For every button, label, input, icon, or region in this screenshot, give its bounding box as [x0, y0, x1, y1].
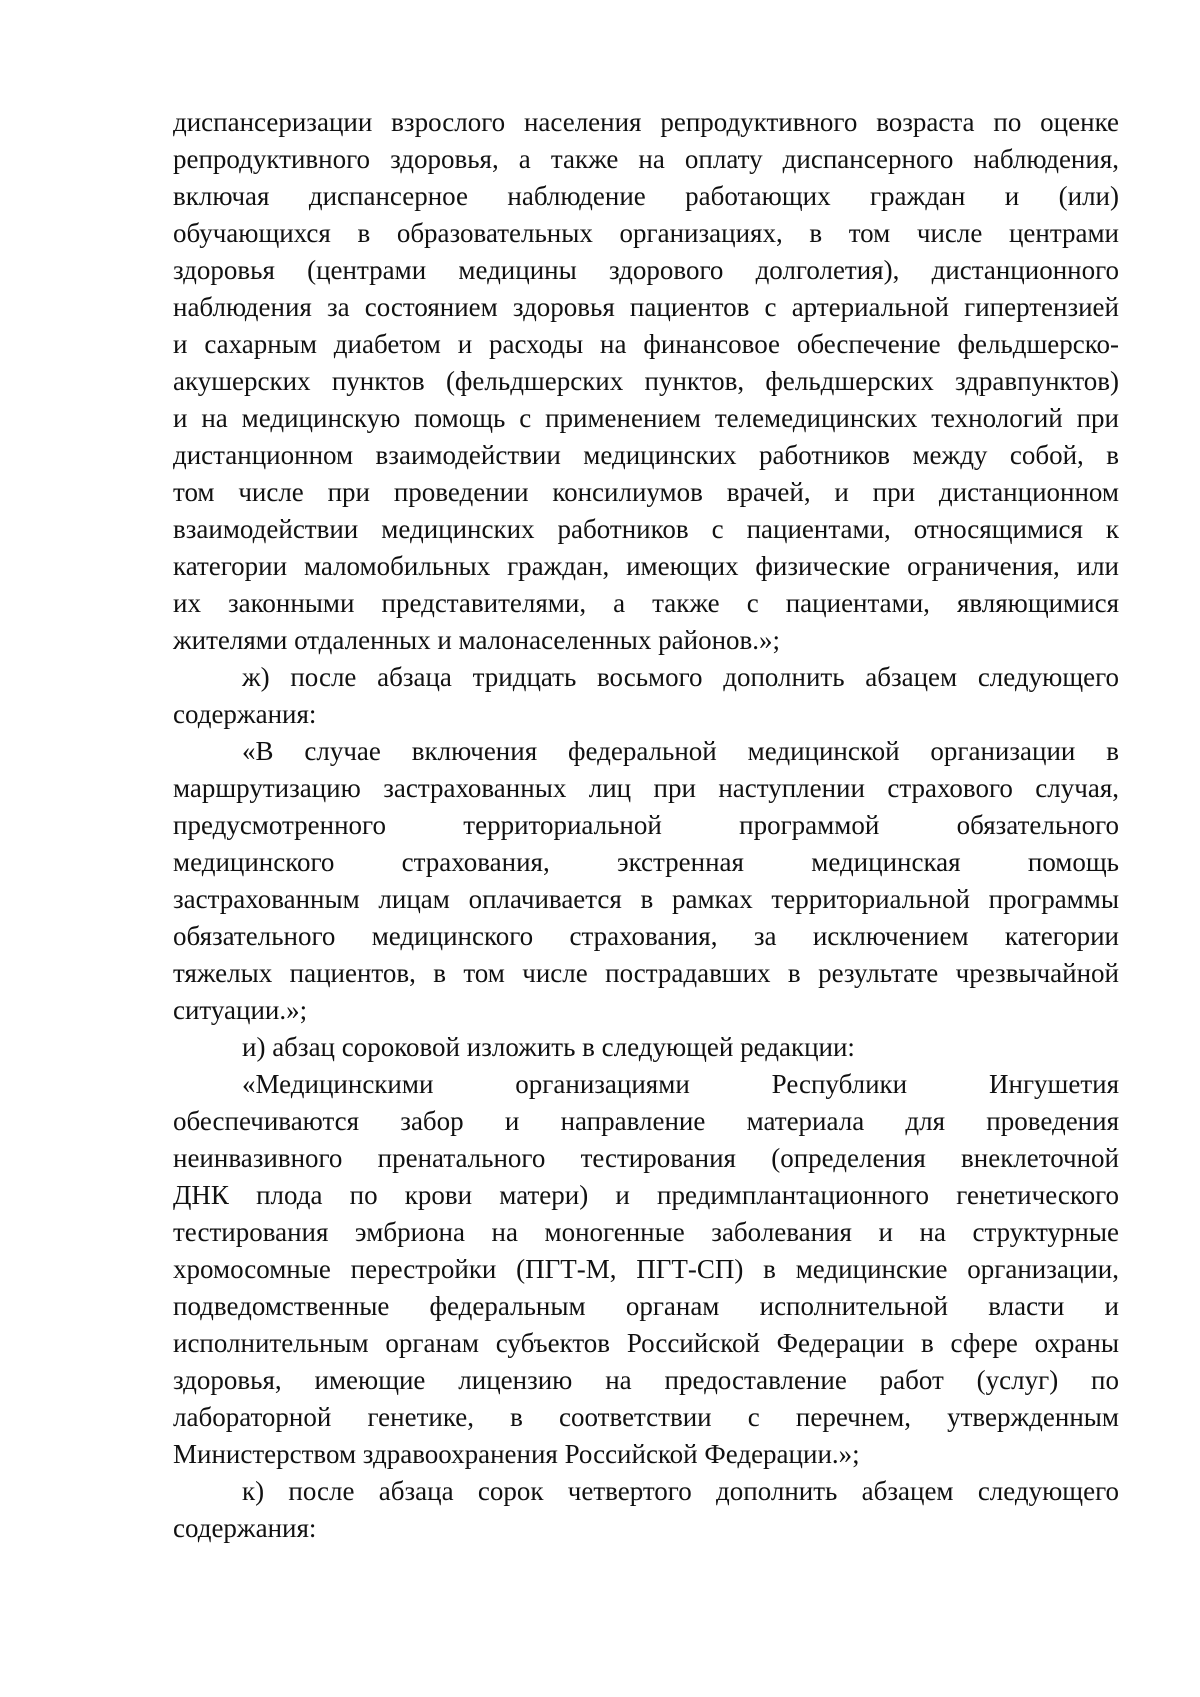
text-line: обязательного медицинского страхования, за исключением категории: [173, 921, 1119, 951]
text-line: медицинского страхования, экстренная медицинская помощь: [173, 847, 1119, 877]
text-line: здоровья (центрами медицины здорового долголетия), дистанционного: [173, 255, 1119, 285]
text-line: взаимодействии медицинских работников с пациентами, относящимися к: [173, 514, 1119, 544]
paragraph-item-i: [173, 1029, 1119, 1066]
text-line: неинвазивного пренатального тестирования (определения внеклеточной: [173, 1143, 1119, 1173]
paragraph-item-k: [173, 1473, 1119, 1547]
paragraph-continuation: [173, 104, 1119, 659]
text-line: ситуации.»;: [173, 995, 308, 1025]
text-line: жителями отдаленных и малонаселенных районов.»;: [173, 625, 781, 655]
text-line: их законными представителями, а также с пациентами, являющимися: [173, 588, 1119, 618]
text-line: застрахованным лицам оплачивается в рамках территориальной программы: [173, 884, 1119, 914]
text-line: дистанционном взаимодействии медицинских работников между собой, в: [173, 440, 1119, 470]
text-line: и) абзац сороковой изложить в следующей редакции:: [242, 1032, 855, 1062]
text-line: том числе при проведении консилиумов врачей, и при дистанционном: [173, 477, 1119, 507]
text-line: обучающихся в образовательных организациях, в том числе центрами: [173, 218, 1119, 248]
text-line: здоровья, имеющие лицензию на предоставление работ (услуг) по: [173, 1365, 1119, 1395]
document-page: [173, 104, 1119, 1547]
text-line: «Медицинскими организациями Республики Ингушетия: [242, 1069, 1119, 1099]
text-line: к) после абзаца сорок четвертого дополнить абзацем следующего: [242, 1476, 1119, 1506]
text-line: включая диспансерное наблюдение работающих граждан и (или): [173, 181, 1119, 211]
text-line: категории маломобильных граждан, имеющих физические ограничения, или: [173, 551, 1119, 581]
text-line: акушерских пунктов (фельдшерских пунктов, фельдшерских здравпунктов): [173, 366, 1119, 396]
text-line: содержания:: [173, 1513, 317, 1543]
paragraph-item-zh: [173, 659, 1119, 733]
text-line: «В случае включения федеральной медицинской организации в: [242, 736, 1119, 766]
text-line: и сахарным диабетом и расходы на финансовое обеспечение фельдшерско-: [173, 329, 1119, 359]
text-line: подведомственные федеральным органам исполнительной власти и: [173, 1291, 1119, 1321]
text-line: и на медицинскую помощь с применением телемедицинских технологий при: [173, 403, 1119, 433]
text-line: лабораторной генетике, в соответствии с перечнем, утвержденным: [173, 1402, 1119, 1432]
text-line: обеспечиваются забор и направление материала для проведения: [173, 1106, 1119, 1136]
text-line: диспансеризации взрослого населения репродуктивного возраста по оценке: [173, 107, 1119, 137]
paragraph-quote-federal: [173, 733, 1119, 1029]
text-line: маршрутизацию застрахованных лиц при наступлении страхового случая,: [173, 773, 1119, 803]
text-line: тестирования эмбриона на моногенные заболевания и на структурные: [173, 1217, 1119, 1247]
text-line: ДНК плода по крови матери) и предимплантационного генетического: [173, 1180, 1119, 1210]
text-line: тяжелых пациентов, в том числе пострадавших в результате чрезвычайной: [173, 958, 1119, 988]
text-line: Министерством здравоохранения Российской Федерации.»;: [173, 1439, 860, 1469]
text-line: предусмотренного территориальной программой обязательного: [173, 810, 1119, 840]
text-line: хромосомные перестройки (ПГТ-М, ПГТ-СП) в медицинские организации,: [173, 1254, 1119, 1284]
paragraph-quote-ingushetia: [173, 1066, 1119, 1473]
text-line: ж) после абзаца тридцать восьмого дополнить абзацем следующего: [242, 662, 1119, 692]
text-line: репродуктивного здоровья, а также на оплату диспансерного наблюдения,: [173, 144, 1119, 174]
text-line: наблюдения за состоянием здоровья пациентов с артериальной гипертензией: [173, 292, 1119, 322]
text-line: содержания:: [173, 699, 317, 729]
text-line: исполнительным органам субъектов Российской Федерации в сфере охраны: [173, 1328, 1119, 1358]
